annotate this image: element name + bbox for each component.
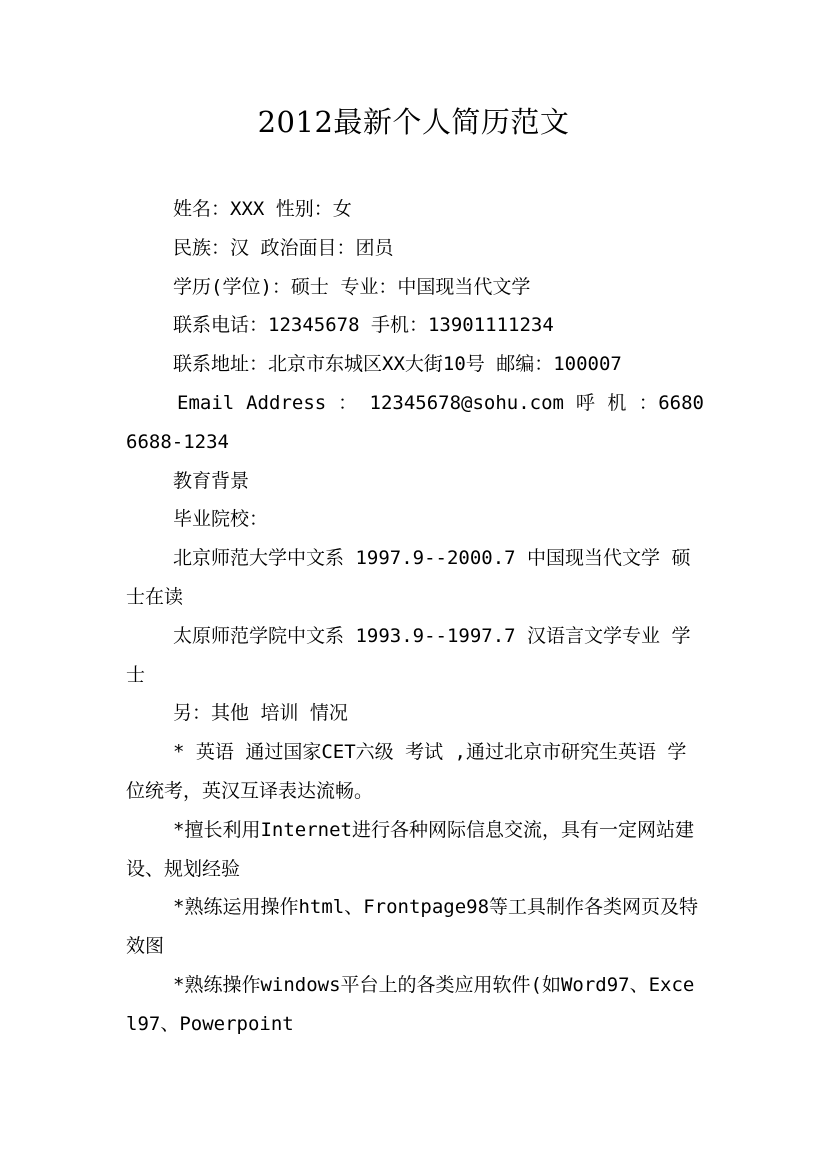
ethnicity-politics-line: 民族：汉 政治面目：团员 (173, 236, 394, 259)
name-gender-line: 姓名：XXX 性别：女 (173, 198, 352, 220)
skill-internet: *擅长利用Internet进行各种网际信息交流，具有一定网站建设、规划经验 (126, 818, 694, 880)
education-item-bnu: 北京师范大学中文系 1997.9--2000.7 中国现当代文学 硕士在读 (126, 547, 691, 608)
phone-line: 联系电话：12345678 手机：13901111234 (173, 314, 554, 337)
school-label: 毕业院校： (173, 508, 269, 531)
education-item-taiyuan: 太原师范学院中文系 1993.9--1997.7 汉语言文学专业 学士 (126, 624, 691, 686)
skill-office-software: *熟练操作windows平台上的各类应用软件(如Word97、Excel97、Powerpoint (126, 973, 695, 1035)
degree-major-line: 学历(学位)：硕士 专业：中国现当代文学 (173, 275, 531, 298)
skill-english: * 英语 通过国家CET六级 考试 ,通过北京市研究生英语 学位统考，英汉互译表达流畅。 (126, 741, 687, 802)
document-title: 2012最新个人简历范文 (257, 105, 570, 139)
other-training-heading: 另：其他 培训 情况 (173, 702, 348, 725)
resume-body (126, 190, 704, 1044)
education-heading: 教育背景 (173, 469, 250, 492)
address-line: 联系地址：北京市东城区XX大街10号 邮编：100007 (173, 353, 622, 376)
skill-web-design: *熟练运用操作html、Frontpage98等工具制作各类网页及特效图 (126, 896, 699, 958)
email-pager-line: Email Address ： 12345678@sohu.com 呼 机 ：66806688-1234 (126, 391, 704, 453)
